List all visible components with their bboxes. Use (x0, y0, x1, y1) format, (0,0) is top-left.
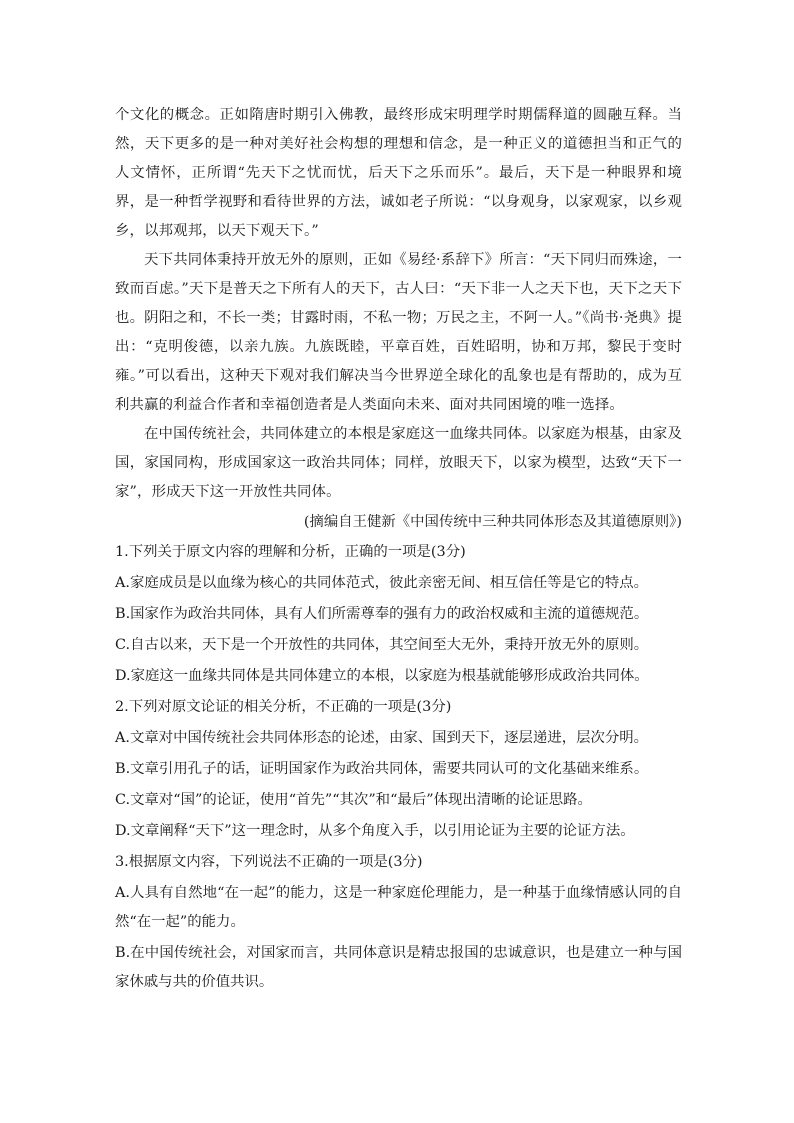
body-paragraph-3: 在中国传统社会，共同体建立的本根是家庭这一血缘共同体。以家庭为根基，由家及国，家国同构，形成国家这一政治共同体；同样，放眼天下，以家为模型，达致“天下一家”，形成天下这一开放性共同体。 (115, 426, 683, 500)
question-1-title: 1.下列关于原文内容的理解和分析，正确的一项是(3分) (115, 544, 466, 560)
question-2 (115, 692, 682, 847)
body-paragraph-2: 天下共同体秉持开放无外的原则，正如《易经·系辞下》所言：“天下同归而殊途，一致而百虑。”天下是普天之下所有人的天下，古人曰：“天下非一人之天下也，天下之天下也。阴阳之和，不长一类；甘露时雨，不私一物；万民之主，不阿一人。”《尚书·尧典》提出：“克明俊德，以亲九族。九族既睦，平章百姓，百姓昭明，协和万邦，黎民于变时雍。”可以看出，这种天下观对我们解决当今世界逆全球化的乱象也是有帮助的，成为互利共赢的利益合作者和幸福创造者是人类面向未来、面对共同困境的唯一选择。 (115, 252, 682, 413)
question-1-option-a: A.家庭成员是以血缘为核心的共同体范式，彼此亲密无间、相互信任等是它的特点。 (115, 575, 649, 591)
question-2-option-a: A.文章对中国传统社会共同体形态的论述，由家、国到天下，逐层递进，层次分明。 (115, 730, 649, 746)
question-1-option-b: B.国家作为政治共同体，具有人们所需尊奉的强有力的政治权威和主流的道德规范。 (115, 606, 649, 622)
question-2-option-d: D.文章阐释“天下”这一理念时，从多个角度入手，以引用论证为主要的论证方法。 (115, 823, 635, 839)
document-page (115, 101, 682, 998)
question-3 (115, 847, 682, 998)
question-2-title: 2.下列对原文论证的相关分析，不正确的一项是(3分) (115, 699, 452, 715)
question-1-option-d: D.家庭这一血缘共同体是共同体建立的本根，以家庭为根基就能够形成政治共同体。 (115, 668, 649, 684)
body-paragraph-1: 个文化的概念。正如隋唐时期引入佛教，最终形成宋明理学时期儒释道的圆融互释。当然，天下更多的是一种对美好社会构想的理想和信念，是一种正义的道德担当和正气的人文情怀，正所谓“先天下之忧而忧，后天下之乐而乐”。最后，天下是一种眼界和境界，是一种哲学视野和看待世界的方法，诚如老子所说：“以身观身，以家观家，以乡观乡，以邦观邦，以天下观天下。” (115, 107, 682, 239)
question-3-option-a: A.人具有自然地“在一起”的能力，这是一种家庭伦理能力，是一种基于血缘情感认同的自然“在一起”的能力。 (115, 885, 682, 930)
question-2-option-b: B.文章引用孔子的话，证明国家作为政治共同体，需要共同认可的文化基础来维系。 (115, 761, 649, 777)
question-1-option-c: C.自古以来，天下是一个开放性的共同体，其空间至大无外，秉持开放无外的原则。 (115, 637, 649, 653)
question-3-option-b: B.在中国传统社会，对国家而言，共同体意识是精忠报国的忠诚意识，也是建立一种与国家休戚与共的价值共识。 (115, 945, 682, 990)
source-citation: (摘编自王健新《中国传统中三种共同体形态及其道德原则》) (303, 514, 682, 530)
question-1 (115, 537, 682, 692)
question-3-title: 3.根据原文内容，下列说法不正确的一项是(3分) (115, 854, 423, 870)
question-2-option-c: C.文章对“国”的论证，使用“首先”“其次”和“最后”体现出清晰的论证思路。 (115, 792, 592, 808)
